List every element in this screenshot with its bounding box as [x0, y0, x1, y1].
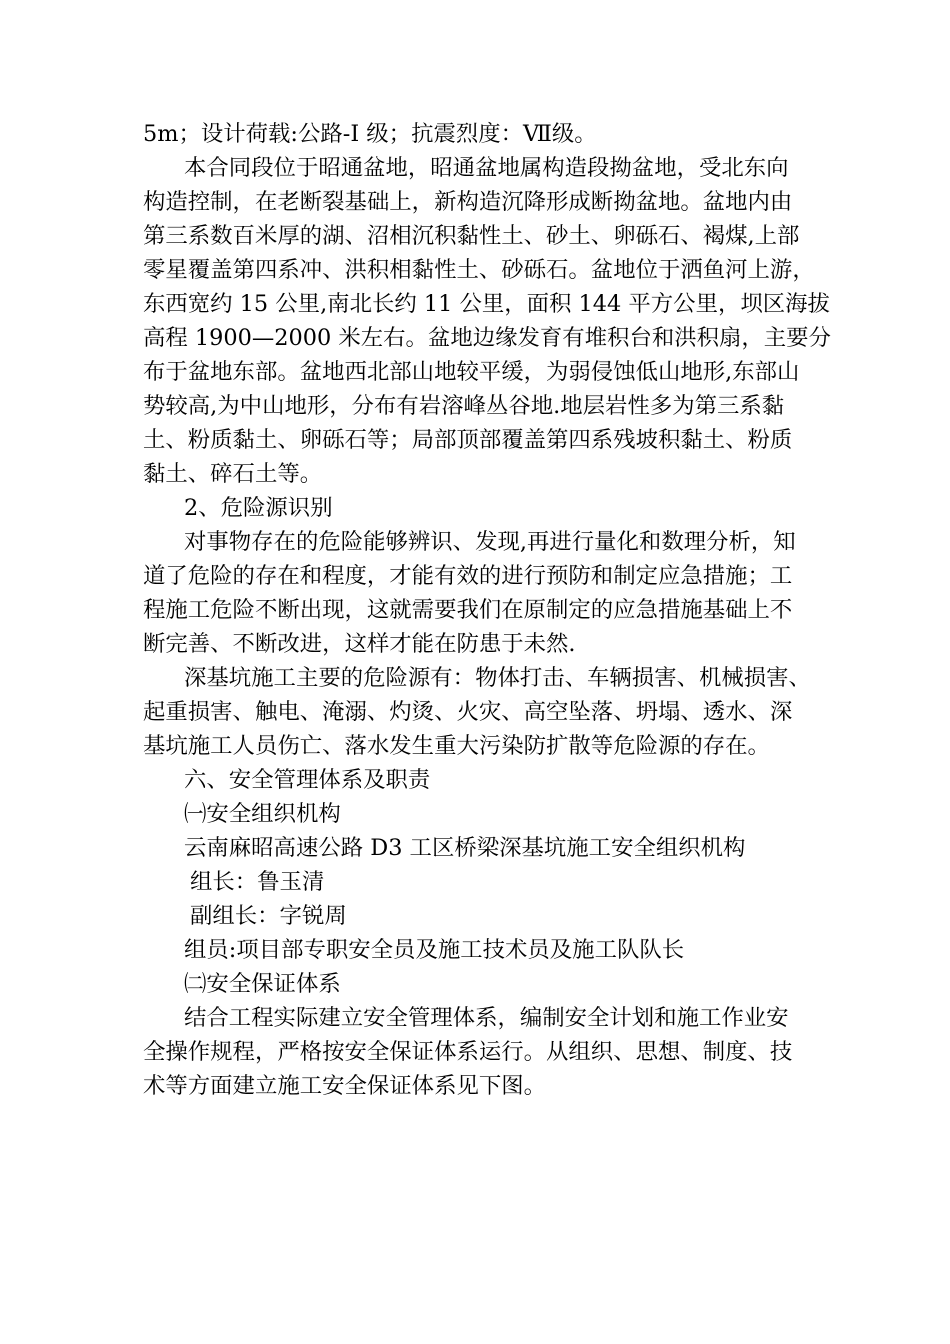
subsection-heading: ㈡安全保证体系: [184, 971, 341, 997]
text-line: 布于盆地东部。盆地西北部山地较平缓，为弱侵蚀低山地形,东部山: [143, 359, 800, 385]
text-line: 零星覆盖第四系冲、洪积相黏性土、砂砾石。盆地位于洒鱼河上游，: [143, 257, 815, 283]
text-line: 道了危险的存在和程度，才能有效的进行预防和制定应急措施；工: [143, 563, 793, 589]
text-line: 基坑施工人员伤亡、落水发生重大污染防扩散等危险源的存在。: [143, 733, 770, 759]
text-line: 深基坑施工主要的危险源有：物体打击、车辆损害、机械损害、: [184, 665, 811, 691]
text-line: 组长：鲁玉清: [190, 869, 325, 895]
text-line: 5m；设计荷载:公路-Ⅰ 级；抗震烈度：Ⅶ级。: [143, 121, 597, 147]
section-heading: 2、危险源识别: [184, 495, 333, 521]
subsection-heading: ㈠安全组织机构: [184, 801, 341, 827]
text-line: 全操作规程，严格按安全保证体系运行。从组织、思想、制度、技: [143, 1039, 793, 1065]
text-line: 高程 1900—2000 米左右。盆地边缘发育有堆积台和洪积扇，主要分: [143, 325, 831, 351]
text-line: 组员:项目部专职安全员及施工技术员及施工队队长: [184, 937, 685, 963]
text-line: 黏土、碎石土等。: [143, 461, 323, 487]
text-line: 第三系数百米厚的湖、沼相沉积黏性土、砂土、卵砾石、褐煤,上部: [143, 223, 800, 249]
text-line: 本合同段位于昭通盆地，昭通盆地属构造段拗盆地，受北东向: [184, 155, 789, 181]
text-line: 对事物存在的危险能够辨识、发现,再进行量化和数理分析，知: [184, 529, 796, 555]
text-line: 副组长：字锐周: [190, 903, 347, 929]
text-line: 东西宽约 15 公里,南北长约 11 公里，面积 144 平方公里，坝区海拔: [143, 291, 830, 317]
text-line: 起重损害、触电、淹溺、灼烫、火灾、高空坠落、坍塌、透水、深: [143, 699, 793, 725]
text-line: 术等方面建立施工安全保证体系见下图。: [143, 1073, 547, 1099]
text-line: 云南麻昭高速公路 D3 工区桥梁深基坑施工安全组织机构: [184, 835, 746, 861]
text-line: 构造控制，在老断裂基础上，新构造沉降形成断拗盆地。盆地内由: [143, 189, 793, 215]
text-line: 程施工危险不断出现，这就需要我们在原制定的应急措施基础上不: [143, 597, 793, 623]
text-line: 结合工程实际建立安全管理体系，编制安全计划和施工作业安: [184, 1005, 789, 1031]
text-line: 势较高,为中山地形，分布有岩溶峰丛谷地.地层岩性多为第三系黏: [143, 393, 785, 419]
text-line: 土、粉质黏土、卵砾石等；局部顶部覆盖第四系残坡积黏土、粉质: [143, 427, 793, 453]
section-heading: 六、安全管理体系及职责: [184, 767, 431, 793]
text-line: 断完善、不断改进，这样才能在防患于未然.: [143, 631, 576, 657]
